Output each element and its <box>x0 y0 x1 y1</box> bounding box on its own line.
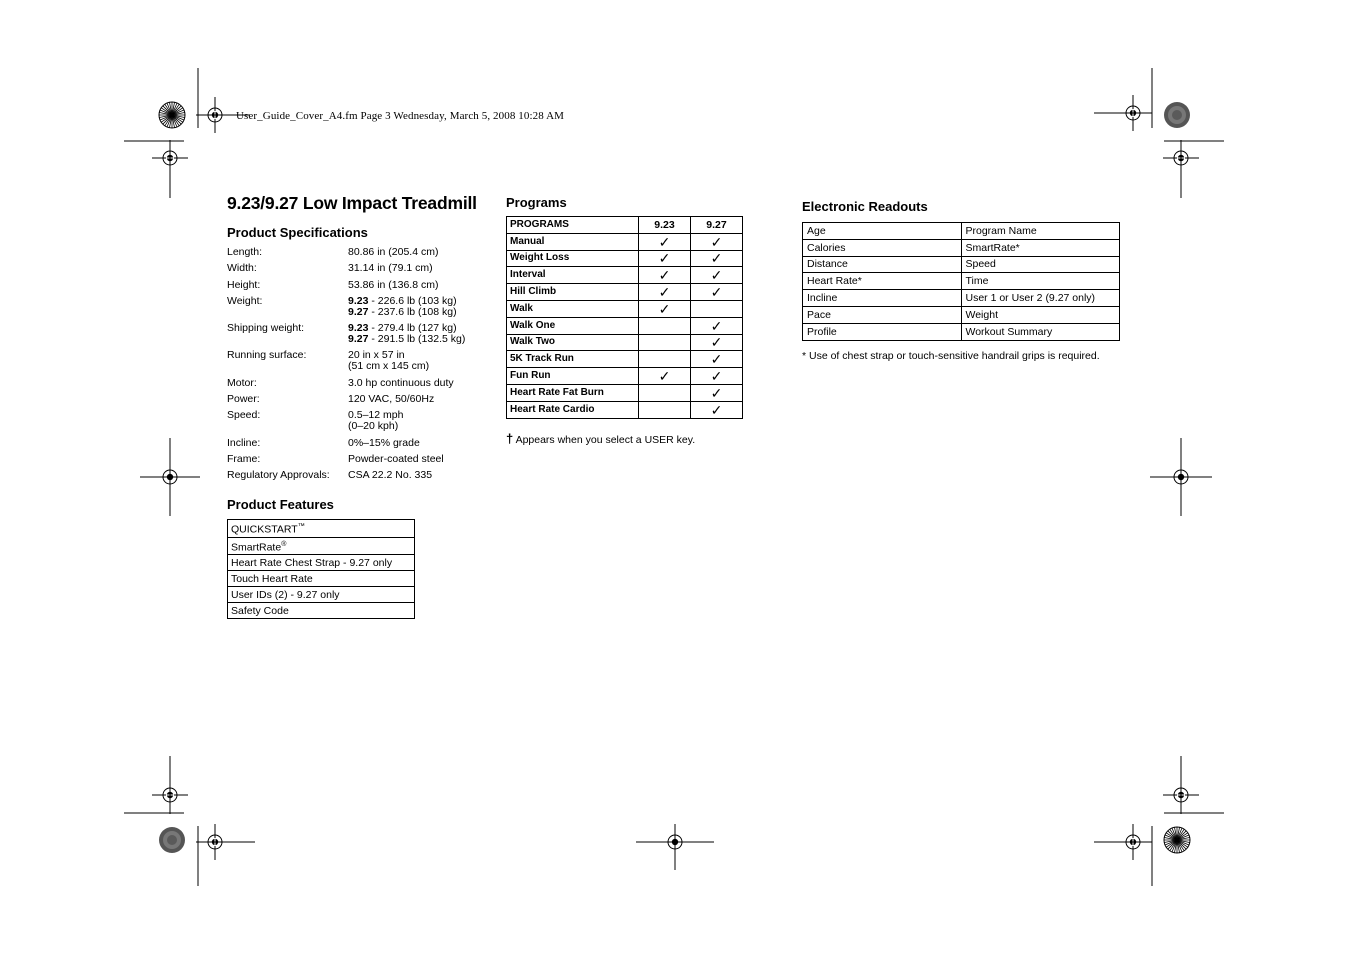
feature-row <box>228 571 415 587</box>
spec-row <box>227 263 487 274</box>
readout-cell: Workout Summary <box>961 323 1120 340</box>
model-number: 9.23 <box>348 294 369 307</box>
program-row <box>507 384 743 401</box>
readout-row <box>803 273 1120 290</box>
readout-cell: Weight <box>961 306 1120 323</box>
print-header: User_Guide_Cover_A4.fm Page 3 Wednesday, March 5, 2008 10:28 AM <box>236 110 565 122</box>
spec-label: Incline: <box>227 436 261 449</box>
feature-name: Heart Rate Chest Strap - 9.27 only <box>231 556 393 569</box>
spec-label: Speed: <box>227 409 261 422</box>
spec-label: Width: <box>227 262 257 275</box>
program-row <box>507 300 743 317</box>
checkmark-icon: ✓ <box>639 233 691 250</box>
empty-cell <box>639 317 691 334</box>
readouts-heading: Electronic Readouts <box>802 199 928 214</box>
program-name: Manual <box>507 233 639 250</box>
spec-value-text: 3.0 hp continuous duty <box>348 376 454 389</box>
feature-cell <box>228 571 415 587</box>
program-row <box>507 284 743 301</box>
program-row <box>507 401 743 418</box>
readout-cell: Speed <box>961 256 1120 273</box>
spec-value-text: 0.5–12 mph <box>348 409 404 422</box>
readout-row <box>803 323 1120 340</box>
spec-value-text: (51 cm x 145 cm) <box>348 360 430 373</box>
spec-value-line <box>348 438 487 449</box>
model-number: 9.23 <box>348 322 369 335</box>
spec-row <box>227 438 487 449</box>
feature-name: QUICKSTART <box>231 523 298 536</box>
readout-cell: Pace <box>803 306 962 323</box>
feature-row <box>228 520 415 538</box>
spec-label: Height: <box>227 278 261 291</box>
spec-value-line <box>348 378 487 389</box>
spec-row <box>227 394 487 405</box>
program-name: Walk One <box>507 317 639 334</box>
readout-row <box>803 256 1120 273</box>
empty-cell <box>691 300 743 317</box>
empty-cell <box>639 351 691 368</box>
programs-heading: Programs <box>506 195 567 210</box>
program-row <box>507 368 743 385</box>
feature-name: Safety Code <box>231 604 289 617</box>
spec-label: Regulatory Approvals: <box>227 469 330 482</box>
spec-value-text: 120 VAC, 50/60Hz <box>348 393 435 406</box>
program-row <box>507 233 743 250</box>
programs-footnote <box>506 431 695 446</box>
programs-table <box>506 216 743 419</box>
readout-cell: Heart Rate* <box>803 273 962 290</box>
spec-row <box>227 247 487 258</box>
feature-cell <box>228 520 415 538</box>
program-name: Walk Two <box>507 334 639 351</box>
readouts-table <box>802 222 1120 341</box>
feature-name: SmartRate <box>231 541 282 553</box>
feature-cell <box>228 555 415 571</box>
spec-value <box>348 454 487 465</box>
spec-row <box>227 470 487 481</box>
feature-row <box>228 537 415 555</box>
checkmark-icon: ✓ <box>639 300 691 317</box>
model-number: 9.27 <box>348 305 369 318</box>
spec-value <box>348 296 487 318</box>
spec-label: Frame: <box>227 452 261 465</box>
empty-cell <box>639 334 691 351</box>
model-number: 9.27 <box>348 333 369 346</box>
checkmark-icon: ✓ <box>639 250 691 267</box>
spec-label: Running surface: <box>227 349 307 362</box>
checkmark-icon: ✓ <box>691 267 743 284</box>
readouts-footnote: * Use of chest strap or touch-sensitive handrail grips is required. <box>802 350 1100 362</box>
spec-value-line <box>348 421 487 432</box>
spec-value <box>348 470 487 481</box>
spec-value <box>348 280 487 291</box>
programs-footnote-text: Appears when you select a USER key. <box>513 434 696 446</box>
program-row <box>507 351 743 368</box>
checkmark-icon: ✓ <box>691 334 743 351</box>
program-row <box>507 317 743 334</box>
dagger-symbol: † <box>506 431 514 446</box>
spec-label: Power: <box>227 393 260 406</box>
spec-value-text: - 279.4 lb (127 kg) <box>368 322 457 335</box>
spec-value-text: (0–20 kph) <box>348 420 399 433</box>
spec-value-line <box>348 280 487 291</box>
readout-cell: Incline <box>803 290 962 307</box>
program-row <box>507 334 743 351</box>
spec-value-line <box>348 394 487 405</box>
spec-value-text: 31.14 in (79.1 cm) <box>348 262 433 275</box>
spec-value-text: 80.86 in (205.4 cm) <box>348 246 439 258</box>
programs-col-header: PROGRAMS <box>507 217 639 234</box>
program-name: Heart Rate Cardio <box>507 401 639 418</box>
programs-col-header: 9.27 <box>691 217 743 234</box>
readout-row <box>803 290 1120 307</box>
spec-value-text: 20 in x 57 in <box>348 349 405 362</box>
empty-cell <box>639 384 691 401</box>
spec-value-line <box>348 361 487 372</box>
spec-value-text: - 237.6 lb (108 kg) <box>368 305 457 318</box>
spec-row <box>227 296 487 318</box>
page-title: 9.23/9.27 Low Impact Treadmill <box>227 193 477 213</box>
checkmark-icon: ✓ <box>691 368 743 385</box>
spec-value <box>348 410 487 432</box>
readout-row <box>803 223 1120 240</box>
spec-value <box>348 323 487 345</box>
feature-cell <box>228 603 415 619</box>
program-name: 5K Track Run <box>507 351 639 368</box>
features-heading: Product Features <box>227 497 334 512</box>
feature-row <box>228 603 415 619</box>
spec-value <box>348 394 487 405</box>
readout-row <box>803 306 1120 323</box>
checkmark-icon: ✓ <box>639 368 691 385</box>
spec-value-line <box>348 334 487 345</box>
spec-label: Weight: <box>227 294 263 307</box>
program-name: Fun Run <box>507 368 639 385</box>
spec-value-line <box>348 263 487 274</box>
checkmark-icon: ✓ <box>691 401 743 418</box>
program-name: Heart Rate Fat Burn <box>507 384 639 401</box>
features-table <box>227 519 415 619</box>
spec-row <box>227 410 487 432</box>
feature-row <box>228 555 415 571</box>
spec-value <box>348 378 487 389</box>
program-row <box>507 250 743 267</box>
spec-value <box>348 438 487 449</box>
checkmark-icon: ✓ <box>691 284 743 301</box>
checkmark-icon: ✓ <box>691 250 743 267</box>
spec-value-line <box>348 470 487 481</box>
readout-row <box>803 239 1120 256</box>
program-name: Walk <box>507 300 639 317</box>
spec-value-text: 53.86 in (136.8 cm) <box>348 278 439 291</box>
program-name: Weight Loss <box>507 250 639 267</box>
feature-name: Touch Heart Rate <box>231 572 313 585</box>
programs-header-row <box>507 217 743 234</box>
checkmark-icon: ✓ <box>639 284 691 301</box>
spec-value-line <box>348 454 487 465</box>
checkmark-icon: ✓ <box>691 351 743 368</box>
feature-name: User IDs (2) - 9.27 only <box>231 588 340 601</box>
readout-cell: Profile <box>803 323 962 340</box>
spec-value-line <box>348 247 487 258</box>
spec-value <box>348 350 487 372</box>
checkmark-icon: ✓ <box>691 384 743 401</box>
checkmark-icon: ✓ <box>639 267 691 284</box>
program-name: Interval <box>507 267 639 284</box>
feature-cell <box>228 587 415 603</box>
program-row <box>507 267 743 284</box>
program-name: Hill Climb <box>507 284 639 301</box>
readout-cell: Calories <box>803 239 962 256</box>
spec-value-text: CSA 22.2 No. 335 <box>348 469 433 482</box>
readout-cell: Age <box>803 223 962 240</box>
empty-cell <box>639 401 691 418</box>
spec-label: Motor: <box>227 376 257 389</box>
checkmark-icon: ✓ <box>691 317 743 334</box>
spec-value-text: - 291.5 lb (132.5 kg) <box>368 333 466 346</box>
spec-row <box>227 323 487 345</box>
readout-cell: User 1 or User 2 (9.27 only) <box>961 290 1120 307</box>
spec-value-line <box>348 307 487 318</box>
spec-label: Length: <box>227 246 263 258</box>
readout-cell: Time <box>961 273 1120 290</box>
spec-value <box>348 263 487 274</box>
readout-cell: Distance <box>803 256 962 273</box>
spec-value-text: - 226.6 lb (103 kg) <box>368 294 457 307</box>
trademark-mark: ™ <box>297 523 305 530</box>
spec-row <box>227 350 487 372</box>
feature-row <box>228 587 415 603</box>
spec-label: Shipping weight: <box>227 322 305 335</box>
spec-row <box>227 280 487 291</box>
feature-cell <box>228 537 415 555</box>
spec-value-text: Powder-coated steel <box>348 452 444 465</box>
specs-list <box>227 247 487 487</box>
trademark-mark: ® <box>281 540 287 548</box>
spec-value <box>348 247 487 258</box>
spec-row <box>227 454 487 465</box>
checkmark-icon: ✓ <box>691 233 743 250</box>
spec-row <box>227 378 487 389</box>
readout-cell: SmartRate* <box>961 239 1120 256</box>
spec-value-text: 0%–15% grade <box>348 436 420 449</box>
readout-cell: Program Name <box>961 223 1120 240</box>
specs-heading: Product Specifications <box>227 225 368 240</box>
programs-col-header: 9.23 <box>639 217 691 234</box>
